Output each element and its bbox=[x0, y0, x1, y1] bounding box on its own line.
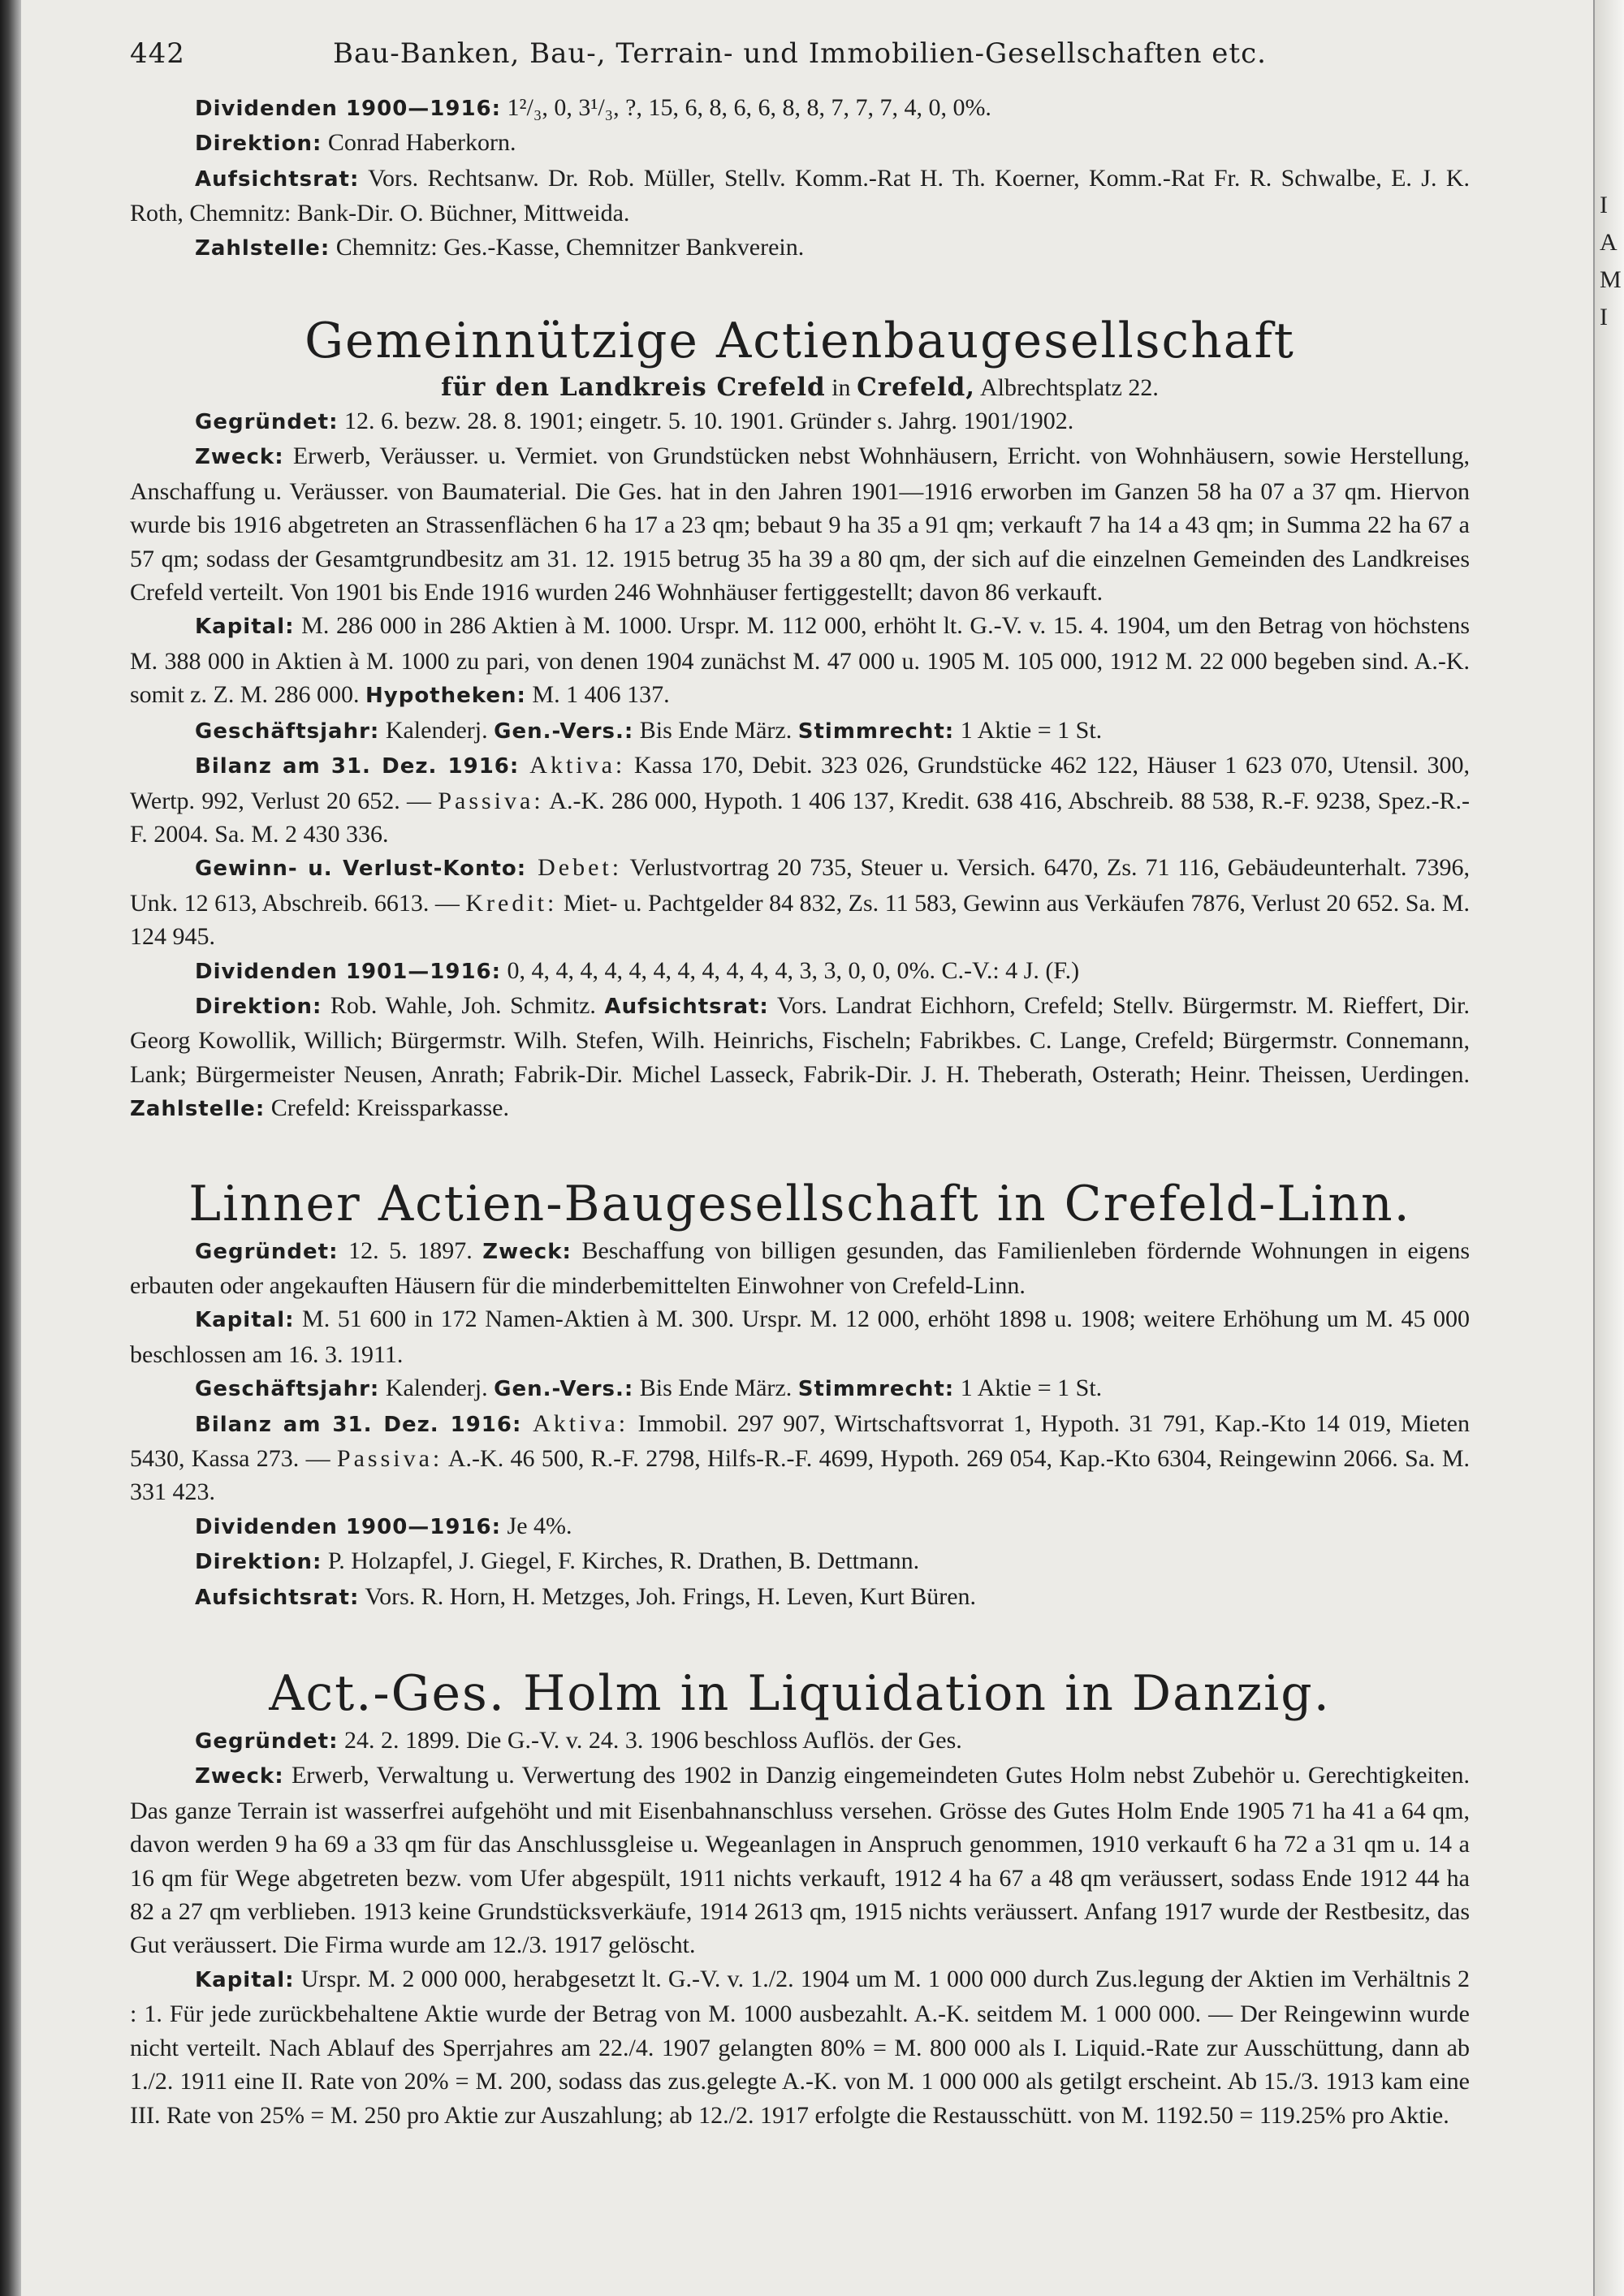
kapital: Kapital: M. 286 000 in 286 Aktien à M. 1000. Urspr. M. 112 000, erhöht lt. G.-V. v. 15. 4. 1904, um den Betrag von höchstens M. 388 000 in Aktien à M. 1000 zu pari, von denen 1904 zunächst M. 47 000 u. 1905 M. 105 000, 1912 M. 22 000 begeben sind. A.-K. somit z. Z. M. 286 000. Hypotheken: M. 1 406 137. bbox=[130, 612, 1470, 709]
geschaeftsjahr: Geschäftsjahr: Kalenderj. Gen.-Vers.: Bis Ende März. Stimmrecht: 1 Aktie = 1 St. bbox=[195, 1375, 1103, 1402]
prev-aufsichtsrat: Aufsichtsrat: Vors. Rechtsanw. Dr. Rob. Müller, Stellv. Komm.-Rat H. Th. Koerner, Komm.-Rat Fr. R. Schwalbe, E. J. K. Roth, Chemnitz: Bank-Dir. O. Büchner, Mittweida. bbox=[130, 164, 1470, 227]
next-page-edge bbox=[1593, 0, 1624, 2296]
edge-letter: M bbox=[1600, 266, 1622, 293]
entry-title: Act.-Ges. Holm in Liquidation in Danzig. bbox=[269, 1665, 1331, 1723]
kapital: Kapital: M. 51 600 in 172 Namen-Aktien à M. 300. Urspr. M. 12 000, erhöht 1898 u. 1908; weitere Erhöhung um M. 45 000 beschlossen am 16. 3. 1911. bbox=[130, 1306, 1470, 1368]
edge-letters bbox=[1600, 187, 1624, 336]
dividenden: Dividenden 1901—1916: 0, 4, 4, 4, 4, 4, 4, 4, 4, 4, 4, 4, 3, 3, 0, 0, 0%. C.-V.: 4 J. (F.) bbox=[195, 956, 1080, 984]
gegruendet: Gegründet: 24. 2. 1899. Die G.-V. v. 24. 3. 1906 beschloss Auflös. der Ges. bbox=[195, 1727, 962, 1754]
gegruendet-zweck: Gegründet: 12. 5. 1897. Zweck: Beschaffung von billigen gesunden, das Familienleben fördernde Wohnungen in eigens erbauten oder angekauften Häusern für die minderbemittelten Einwohner von Crefeld-Linn. bbox=[130, 1236, 1470, 1299]
zweck: Zweck: Erwerb, Verwaltung u. Verwertung des 1902 in Danzig eingemeindeten Gutes Holm nebst Zubehör u. Gerechtigkeiten. Das ganze Terrain ist wasserfrei aufgehöht und mit Eisenbahnanschluss versehen. Grösse des Gutes Holm Ende 1905 71 ha 41 a 64 qm, davon werden 9 ha 69 a 33 qm für das Anschlussgleise u. Wegeanlagen in Anspruch genommen, 1910 verkauft 6 ha 72 a 31 qm u. 14 a 16 qm für Wege abgetreten bezw. vom Ufer abgespült, 1911 nichts verkauft, 1912 4 ha 67 a 48 qm veräussert, sodass Ende 1912 44 ha 82 a 27 qm verblieben. 1913 keine Grundstücksverkäufe, 1914 2613 qm, 1915 nichts veräussert. Anfang 1917 wurde der Restbesitz, das Gut veräussert. Die Firma wurde am 12./3. 1917 gelöscht. bbox=[130, 1762, 1470, 1959]
dividenden: Dividenden 1900—1916: Je 4%. bbox=[195, 1512, 572, 1539]
gewinn-verlust-konto: Gewinn- u. Verlust-Konto: Debet: Verlustvortrag 20 735, Steuer u. Versich. 6470, Zs. 71 116, Gebäudeunterhalt. 7396, Unk. 12 613, Abschreib. 6613. — Kredit: Miet- u. Pachtgelder 84 832, Zs. 11 583, Gewinn aus Verkäufen 7876, Verlust 20 652. Sa. M. 124 945. bbox=[130, 854, 1470, 951]
kapital: Kapital: Urspr. M. 2 000 000, herabgesetzt lt. G.-V. v. 1./2. 1904 um M. 1 000 000 durch Zus.legung der Aktien im Verhältnis 2 : 1. Für jede zurückbehaltene Aktie wurde der Betrag von M. 1000 ausbezahlt. A.-K. seitdem M. 1 000 000. — Der Reingewinn wurde nicht verteilt. Nach Ablauf des Sperrjahres am 22./4. 1907 gelangten 80% = M. 800 000 als I. Liquid.-Rate zur Ausschüttung, dann ab 1./2. 1911 eine II. Rate von 20% = M. 200, sodass das zus.gelegte A.-K. von M. 1 000 000 als getilgt erscheint. Ab 15./3. 1913 kam eine III. Rate von 25% = M. 250 pro Aktie zur Auszahlung; ab 12./2. 1917 erfolgte die Restausschütt. von M. 1192.50 = 119.25% pro Aktie. bbox=[130, 1965, 1470, 2129]
prev-direktion: Direktion: Conrad Haberkorn. bbox=[195, 129, 516, 157]
bilanz: Bilanz am 31. Dez. 1916: Aktiva: Immobil. 297 907, Wirtschaftsvorrat 1, Hypoth. 31 791, Kap.-Kto 14 019, Mieten 5430, Kassa 273. — Passiva: A.-K. 46 500, R.-F. 2798, Hilfs-R.-F. 4699, Hypoth. 269 054, Kap.-Kto 6304, Reingewinn 2066. Sa. M. 331 423. bbox=[130, 1409, 1471, 1506]
geschaeftsjahr: Geschäftsjahr: Kalenderj. Gen.-Vers.: Bis Ende März. Stimmrecht: 1 Aktie = 1 St. bbox=[195, 716, 1103, 744]
entry-title: Gemeinnützige Actienbaugesellschaft bbox=[304, 313, 1295, 370]
entry-linner bbox=[130, 1174, 1470, 1615]
prev-zahlstelle: Zahlstelle: Chemnitz: Ges.-Kasse, Chemnitzer Bankverein. bbox=[195, 233, 805, 261]
aufsichtsrat: Aufsichtsrat: Vors. R. Horn, H. Metzges, Joh. Frings, H. Leven, Kurt Büren. bbox=[195, 1582, 977, 1610]
page-header bbox=[130, 37, 1470, 86]
edge-letter: I bbox=[1600, 192, 1608, 218]
direktion-aufsichtsrat: Direktion: Rob. Wahle, Joh. Schmitz. Aufsichtsrat: Vors. Landrat Eichhorn, Crefeld; Stellv. Bürgermstr. M. Rieffert, Dir. Georg Kowollik, Willich; Bürgermstr. Wilh. Stefen, Wilh. Heinrichs, Fischeln; Fabrikbes. C. Lange, Crefeld; Bürgermstr. Connemann, Lank; Bürgermeister Neusen, Anrath; Fabrik-Dir. Michel Lasseck, Fabrik-Dir. J. H. Theberath, Osterath; Heinr. Theissen, Uerdingen. Zahlstelle: Crefeld: Kreissparkasse. bbox=[130, 991, 1470, 1122]
entry-subtitle: für den Landkreis Crefeld in Crefeld, Albrechtsplatz 22. bbox=[441, 373, 1159, 403]
previous-entry-continuation bbox=[130, 91, 1470, 265]
entry-gemeinnuetzige bbox=[130, 311, 1470, 1127]
entry-title: Linner Actien-Baugesellschaft in Crefeld-Linn. bbox=[188, 1175, 1411, 1232]
entry-holm bbox=[130, 1664, 1470, 2132]
page-content bbox=[130, 37, 1470, 2132]
direktion: Direktion: P. Holzapfel, J. Giegel, F. Kirches, R. Drathen, B. Dettmann. bbox=[195, 1547, 920, 1575]
page-number: 442 bbox=[130, 37, 185, 70]
edge-letter: A bbox=[1600, 229, 1618, 256]
zweck: Zweck: Erwerb, Veräusser. u. Vermiet. von Grundstücken nebst Wohnhäusern, Erricht. von Wohnhäusern, sowie Herstellung, Anschaffung u. Veräusser. von Baumaterial. Die Ges. hat in den Jahren 1901—1916 erworben im Ganzen 58 ha 07 a 37 qm. Hiervon wurde bis 1916 abgetreten an Strassenflächen 6 ha 17 a 23 qm; bebaut 9 ha 35 a 91 qm; verkauft 7 ha 14 a 43 qm; in Summa 22 ha 67 a 57 qm; sodass der Gesamtgrundbesitz am 31. 12. 1915 betrug 35 ha 39 a 80 qm, der sich auf die einzelnen Gemeinden des Landkreises Crefeld verteilt. Von 1901 bis Ende 1916 wurden 246 Wohnhäuser fertiggestellt; davon 86 verkauft. bbox=[130, 442, 1470, 606]
bilanz: Bilanz am 31. Dez. 1916: Aktiva: Kassa 170, Debit. 323 026, Grundstücke 462 122, Häuser 1 623 070, Utensil. 300, Wertp. 992, Verlust 20 652. — Passiva: A.-K. 286 000, Hypoth. 1 406 137, Kredit. 638 416, Abschreib. 88 538, R.-F. 9238, Spez.-R.-F. 2004. Sa. M. 2 430 336. bbox=[130, 752, 1470, 848]
edge-letter: I bbox=[1600, 304, 1608, 330]
running-head: Bau-Banken, Bau-, Terrain- und Immobilien-Gesellschaften etc. bbox=[333, 37, 1267, 70]
binding-shadow bbox=[0, 0, 21, 2296]
prev-dividends: Dividenden 1900—1916: 1²/₃, 0, 3¹/₃, ?, 15, 6, 8, 6, 6, 8, 8, 7, 7, 7, 4, 0, 0%. bbox=[195, 94, 991, 121]
gegruendet: Gegründet: 12. 6. bezw. 28. 8. 1901; eingetr. 5. 10. 1901. Gründer s. Jahrg. 1901/1902. bbox=[195, 408, 1074, 435]
